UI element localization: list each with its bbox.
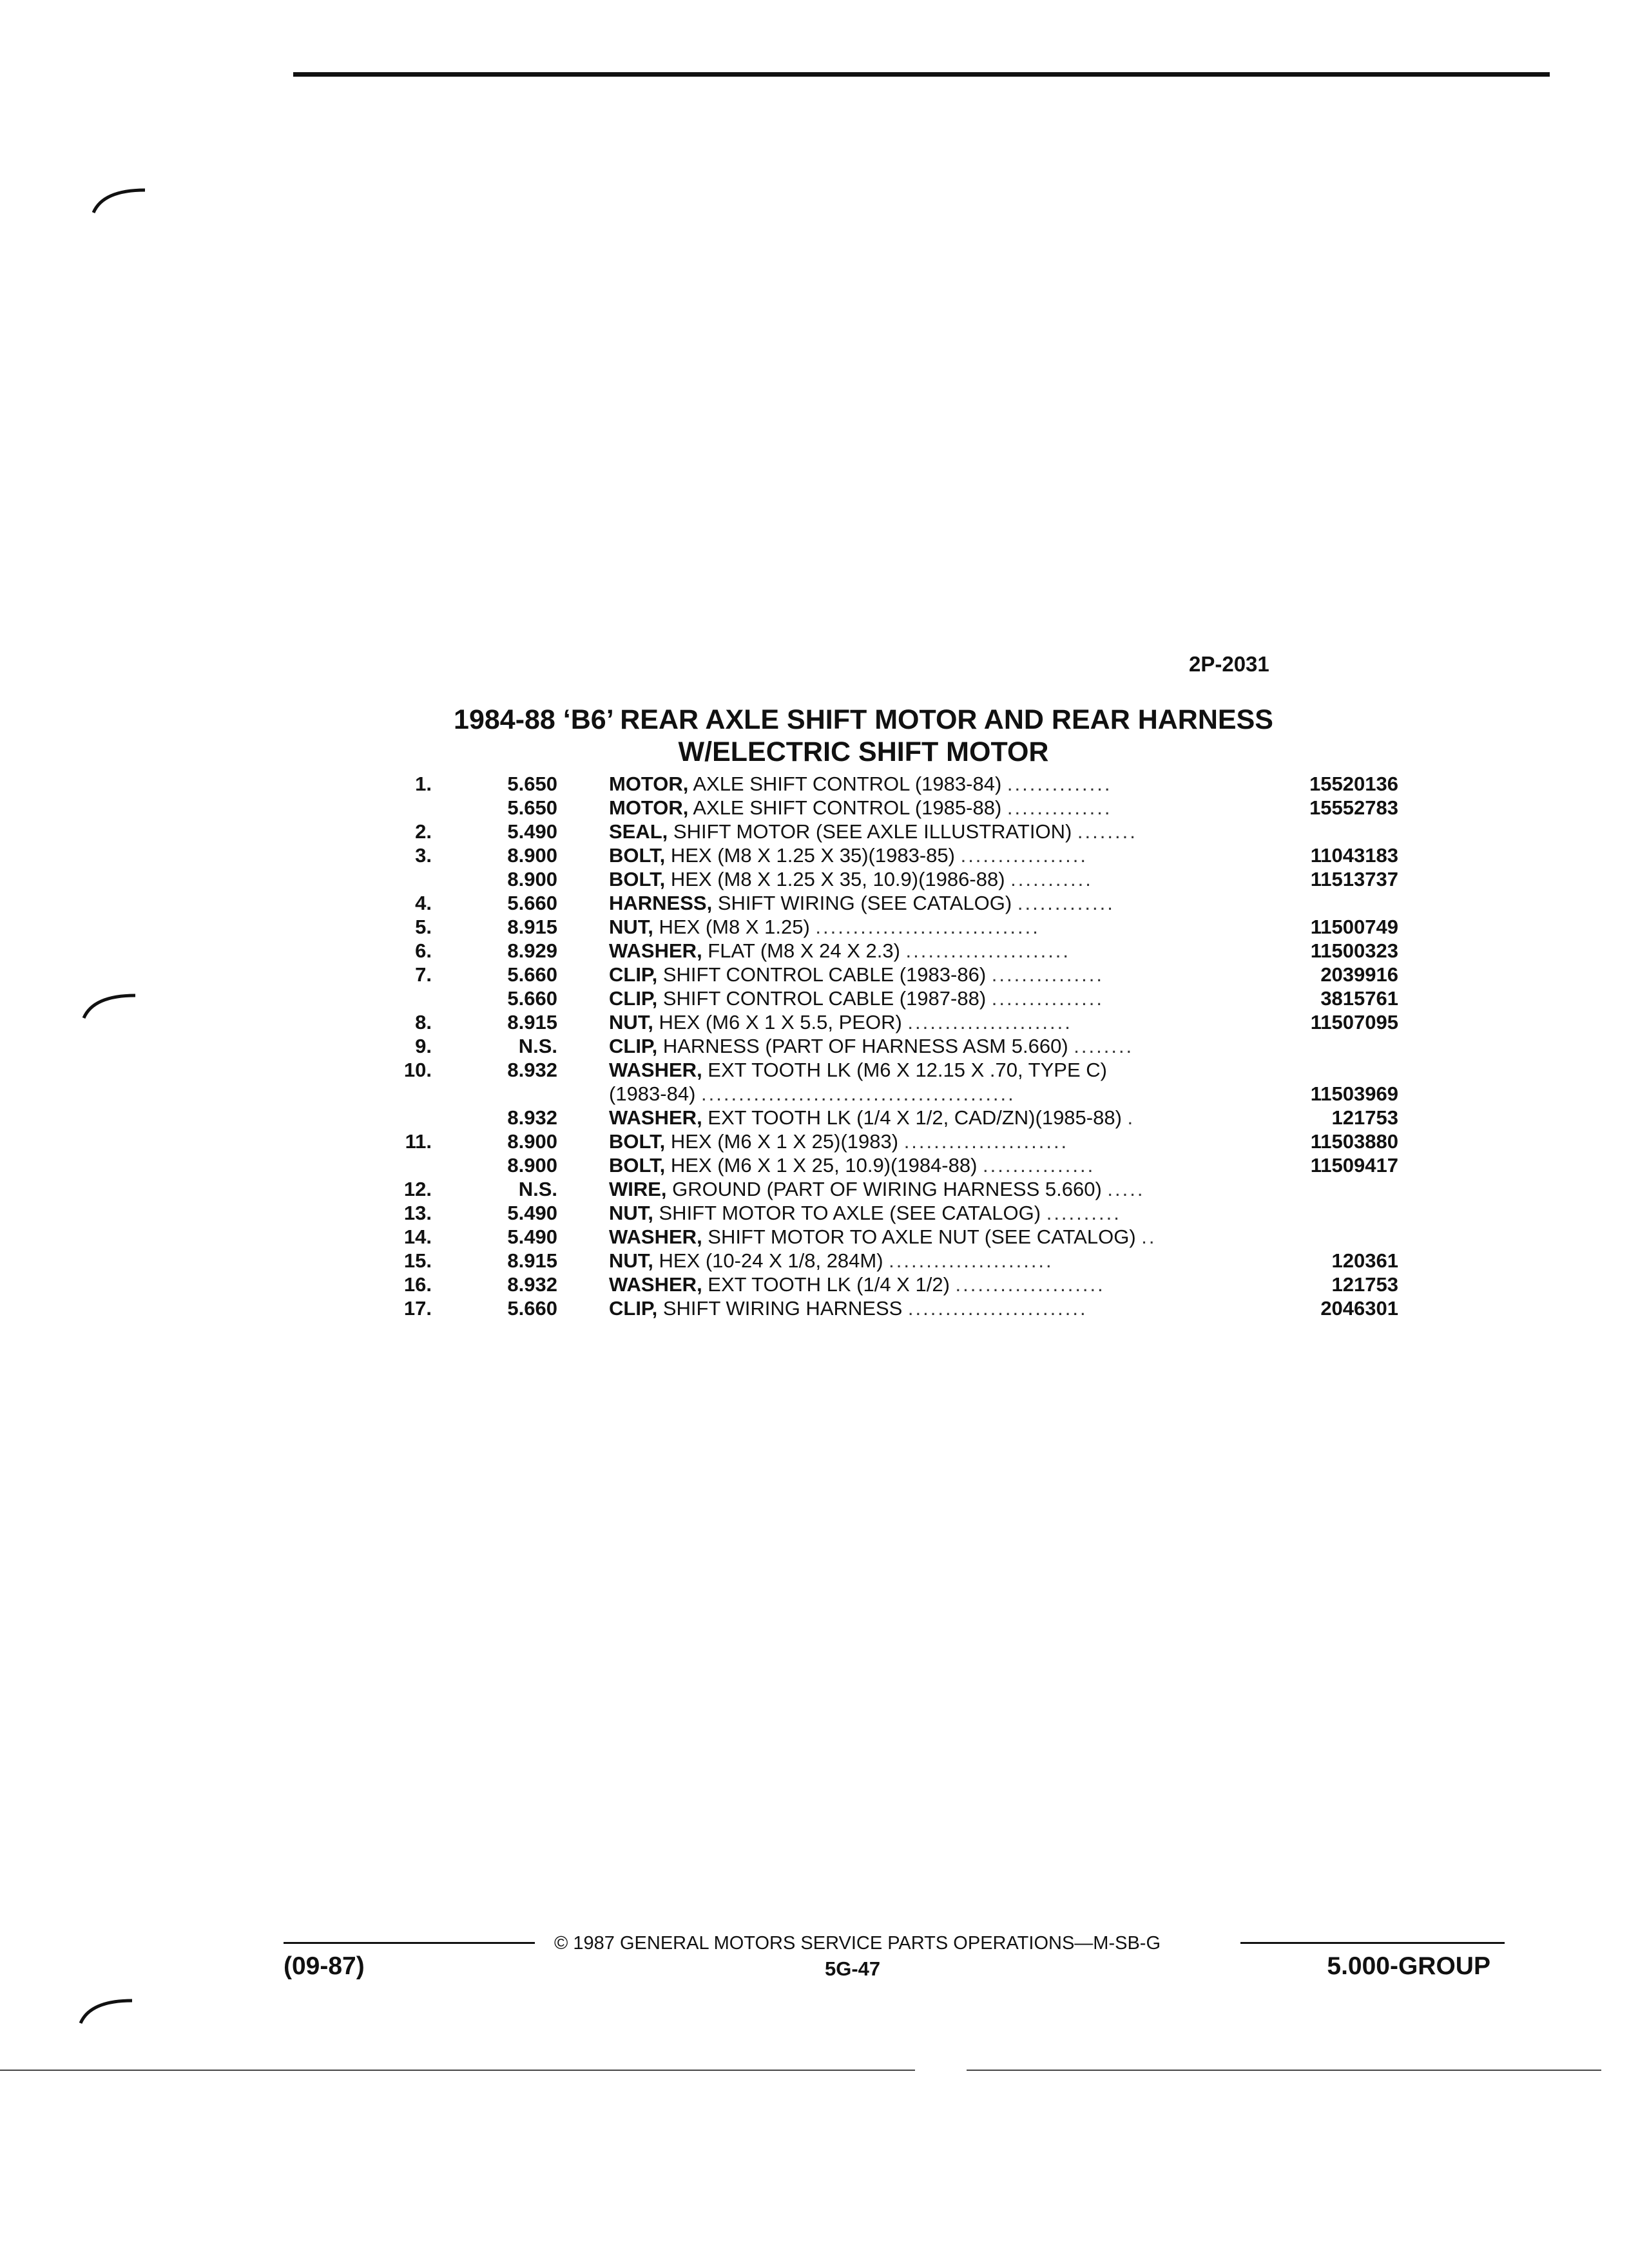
list-item bbox=[374, 843, 1398, 867]
part-detail: SHIFT CONTROL CABLE (1987-88) bbox=[657, 987, 992, 1010]
part-description bbox=[609, 939, 1292, 963]
part-number: 11509417 bbox=[1310, 1154, 1398, 1177]
part-detail: AXLE SHIFT CONTROL (1983-84) bbox=[688, 773, 1007, 795]
part-noun: MOTOR, bbox=[609, 773, 689, 795]
part-detail: SHIFT WIRING HARNESS bbox=[657, 1297, 908, 1320]
part-noun: BOLT, bbox=[609, 844, 666, 867]
binder-hole-mark bbox=[77, 1994, 135, 2026]
list-item bbox=[374, 1273, 1398, 1296]
item-number: 1. bbox=[415, 773, 432, 795]
list-item bbox=[374, 1201, 1398, 1225]
group-number: 8.900 bbox=[507, 844, 557, 867]
part-description bbox=[609, 1273, 1292, 1296]
group-number: 8.900 bbox=[507, 868, 557, 890]
part-detail: AXLE SHIFT CONTROL (1985-88) bbox=[688, 796, 1007, 819]
part-noun: BOLT, bbox=[609, 1154, 666, 1177]
part-noun: WASHER, bbox=[609, 1059, 702, 1081]
part-noun: WIRE, bbox=[609, 1178, 667, 1200]
part-number: 11503880 bbox=[1310, 1130, 1398, 1153]
bottom-rule-right bbox=[967, 2070, 1601, 2071]
part-noun: CLIP, bbox=[609, 963, 658, 986]
part-detail: HEX (M8 X 1.25 X 35, 10.9)(1986-88) bbox=[665, 868, 1011, 890]
footer-rule-left bbox=[284, 1942, 535, 1944]
part-noun: NUT, bbox=[609, 1011, 653, 1033]
group-number: 8.915 bbox=[507, 916, 557, 938]
list-item bbox=[374, 1153, 1398, 1177]
group-number: 8.932 bbox=[507, 1273, 557, 1296]
part-description bbox=[609, 1296, 1292, 1320]
item-number: 12. bbox=[403, 1178, 432, 1200]
copyright-notice: © 1987 GENERAL MOTORS SERVICE PARTS OPERATIONS—M-SB-G bbox=[554, 1933, 1161, 1954]
leader-dots: .. bbox=[1141, 1225, 1157, 1248]
part-number: 121753 bbox=[1331, 1106, 1398, 1129]
list-item bbox=[374, 1082, 1398, 1106]
group-number: N.S. bbox=[518, 1178, 557, 1200]
part-number: 11043183 bbox=[1310, 844, 1398, 867]
part-description bbox=[609, 1225, 1292, 1249]
part-description bbox=[609, 1010, 1292, 1034]
leader-dots: .......... bbox=[1046, 1202, 1121, 1224]
part-noun: WASHER, bbox=[609, 1106, 702, 1129]
leader-dots: .............. bbox=[1007, 773, 1112, 795]
group-number: 5.650 bbox=[507, 796, 557, 819]
list-item bbox=[374, 1106, 1398, 1129]
page-title bbox=[387, 704, 1340, 768]
item-number: 7. bbox=[415, 963, 432, 986]
leader-dots: ........ bbox=[1077, 820, 1137, 843]
part-number: 2039916 bbox=[1320, 963, 1398, 986]
part-number: 3815761 bbox=[1320, 987, 1398, 1010]
part-number: 11503969 bbox=[1310, 1082, 1398, 1105]
group-number: 8.900 bbox=[507, 1154, 557, 1177]
part-description bbox=[609, 796, 1292, 820]
part-detail: SHIFT WIRING (SEE CATALOG) bbox=[712, 892, 1017, 914]
list-item bbox=[374, 1249, 1398, 1273]
leader-dots: ..... bbox=[1107, 1178, 1145, 1200]
part-noun: CLIP, bbox=[609, 1035, 658, 1057]
part-detail: HEX (M6 X 1 X 25, 10.9)(1984-88) bbox=[665, 1154, 983, 1177]
part-number: 121753 bbox=[1331, 1273, 1398, 1296]
part-description bbox=[609, 772, 1292, 796]
group-number: 8.915 bbox=[507, 1249, 557, 1272]
list-item bbox=[374, 1034, 1398, 1058]
list-item bbox=[374, 1177, 1398, 1201]
item-number: 16. bbox=[403, 1273, 432, 1296]
part-noun: WASHER, bbox=[609, 939, 702, 962]
part-description bbox=[609, 867, 1292, 891]
group-number: 5.660 bbox=[507, 987, 557, 1010]
list-item bbox=[374, 796, 1398, 820]
reference-number: 2P-2031 bbox=[1189, 652, 1269, 676]
item-number: 5. bbox=[415, 916, 432, 938]
leader-dots: ...................... bbox=[889, 1249, 1054, 1272]
leader-dots: .................... bbox=[955, 1273, 1105, 1296]
top-rule bbox=[293, 72, 1550, 77]
item-number: 17. bbox=[403, 1297, 432, 1320]
part-detail: SHIFT CONTROL CABLE (1983-86) bbox=[657, 963, 992, 986]
part-detail: HEX (M8 X 1.25) bbox=[653, 916, 816, 938]
part-noun: BOLT, bbox=[609, 868, 666, 890]
leader-dots: ........................ bbox=[907, 1297, 1088, 1320]
list-item bbox=[374, 1129, 1398, 1153]
item-number: 2. bbox=[415, 820, 432, 843]
group-number: 5.490 bbox=[507, 1225, 557, 1248]
group-number: 5.490 bbox=[507, 820, 557, 843]
list-item bbox=[374, 891, 1398, 915]
leader-dots: ........ bbox=[1074, 1035, 1134, 1057]
part-number: 15520136 bbox=[1309, 773, 1398, 795]
part-detail: HEX (10-24 X 1/8, 284M) bbox=[653, 1249, 889, 1272]
leader-dots: ...................... bbox=[907, 1011, 1072, 1033]
item-number: 11. bbox=[405, 1130, 432, 1153]
part-description bbox=[609, 1082, 1292, 1106]
list-item bbox=[374, 1225, 1398, 1249]
part-noun: HARNESS, bbox=[609, 892, 713, 914]
list-item bbox=[374, 1058, 1398, 1082]
part-description bbox=[609, 820, 1292, 843]
part-noun: SEAL, bbox=[609, 820, 668, 843]
bottom-rule-left bbox=[0, 2070, 915, 2071]
part-detail: SHIFT MOTOR (SEE AXLE ILLUSTRATION) bbox=[668, 820, 1077, 843]
part-noun: CLIP, bbox=[609, 1297, 658, 1320]
part-noun: WASHER, bbox=[609, 1225, 702, 1248]
part-number: 120361 bbox=[1331, 1249, 1398, 1272]
revision-date: (09-87) bbox=[284, 1952, 365, 1980]
group-number: 8.900 bbox=[507, 1130, 557, 1153]
group-number: 5.660 bbox=[507, 1297, 557, 1320]
leader-dots: .............. bbox=[1007, 796, 1112, 819]
leader-dots: ............. bbox=[1017, 892, 1115, 914]
title-line-1: 1984-88 ‘B6’ REAR AXLE SHIFT MOTOR AND REAR HARNESS bbox=[454, 704, 1273, 735]
part-description bbox=[609, 915, 1292, 939]
leader-dots: ................. bbox=[960, 844, 1088, 867]
group-number: 5.660 bbox=[507, 892, 557, 914]
part-detail: GROUND (PART OF WIRING HARNESS 5.660) bbox=[666, 1178, 1108, 1200]
part-description bbox=[609, 1177, 1292, 1201]
group-number: 5.660 bbox=[507, 963, 557, 986]
part-noun: NUT, bbox=[609, 1202, 653, 1224]
item-number: 3. bbox=[415, 844, 432, 867]
list-item bbox=[374, 867, 1398, 891]
group-number: 5.650 bbox=[507, 773, 557, 795]
part-number: 15552783 bbox=[1309, 796, 1398, 819]
item-number: 14. bbox=[403, 1225, 432, 1248]
leader-dots: ........... bbox=[1010, 868, 1093, 890]
part-noun: NUT, bbox=[609, 916, 653, 938]
part-detail: EXT TOOTH LK (1/4 X 1/2, CAD/ZN)(1985-88) bbox=[702, 1106, 1128, 1129]
group-number: 8.932 bbox=[507, 1059, 557, 1081]
part-number: 11500749 bbox=[1310, 916, 1398, 938]
leader-dots: .......................................... bbox=[701, 1082, 1016, 1105]
footer-rule-right bbox=[1240, 1942, 1505, 1944]
part-description bbox=[609, 1034, 1292, 1058]
part-description bbox=[609, 986, 1292, 1010]
part-noun: NUT, bbox=[609, 1249, 653, 1272]
part-detail: EXT TOOTH LK (1/4 X 1/2) bbox=[702, 1273, 956, 1296]
part-description bbox=[609, 1106, 1292, 1129]
item-number: 13. bbox=[403, 1202, 432, 1224]
leader-dots: ............... bbox=[991, 987, 1104, 1010]
leader-dots: .............................. bbox=[815, 916, 1040, 938]
item-number: 15. bbox=[403, 1249, 432, 1272]
part-detail: SHIFT MOTOR TO AXLE NUT (SEE CATALOG) bbox=[702, 1225, 1142, 1248]
part-detail: HEX (M8 X 1.25 X 35)(1983-85) bbox=[665, 844, 961, 867]
part-description bbox=[609, 891, 1292, 915]
part-description bbox=[609, 1201, 1292, 1225]
part-description bbox=[609, 1153, 1292, 1177]
leader-dots: ...................... bbox=[903, 1130, 1069, 1153]
item-number: 8. bbox=[415, 1011, 432, 1033]
list-item bbox=[374, 1010, 1398, 1034]
list-item bbox=[374, 963, 1398, 986]
part-noun: MOTOR, bbox=[609, 796, 689, 819]
part-detail: SHIFT MOTOR TO AXLE (SEE CATALOG) bbox=[653, 1202, 1046, 1224]
part-noun: BOLT, bbox=[609, 1130, 666, 1153]
list-item bbox=[374, 772, 1398, 796]
leader-dots: . bbox=[1127, 1106, 1135, 1129]
part-number: 2046301 bbox=[1320, 1297, 1398, 1320]
part-detail: HEX (M6 X 1 X 25)(1983) bbox=[665, 1130, 904, 1153]
binder-hole-mark bbox=[81, 989, 139, 1021]
item-number: 6. bbox=[415, 939, 432, 962]
leader-dots: ...................... bbox=[905, 939, 1071, 962]
part-description bbox=[609, 1249, 1292, 1273]
leader-dots: ............... bbox=[983, 1154, 1095, 1177]
item-number: 10. bbox=[403, 1059, 432, 1081]
parts-list bbox=[374, 772, 1398, 1320]
part-detail: EXT TOOTH LK (M6 X 12.15 X .70, TYPE C) bbox=[702, 1059, 1107, 1081]
list-item bbox=[374, 939, 1398, 963]
part-number: 11513737 bbox=[1310, 868, 1398, 890]
leader-dots: ............... bbox=[991, 963, 1104, 986]
group-label: 5.000-GROUP bbox=[1327, 1952, 1490, 1980]
item-number: 9. bbox=[415, 1035, 432, 1057]
group-number: N.S. bbox=[518, 1035, 557, 1057]
part-number: 11500323 bbox=[1310, 939, 1398, 962]
part-noun: CLIP, bbox=[609, 987, 658, 1010]
group-number: 8.915 bbox=[507, 1011, 557, 1033]
list-item bbox=[374, 1296, 1398, 1320]
part-description bbox=[609, 963, 1292, 986]
part-detail: (1983-84) bbox=[609, 1082, 702, 1105]
part-description bbox=[609, 1058, 1292, 1082]
list-item bbox=[374, 915, 1398, 939]
group-number: 8.932 bbox=[507, 1106, 557, 1129]
part-detail: HARNESS (PART OF HARNESS ASM 5.660) bbox=[657, 1035, 1074, 1057]
part-noun: WASHER, bbox=[609, 1273, 702, 1296]
part-description bbox=[609, 1129, 1292, 1153]
page-number: 5G-47 bbox=[825, 1957, 881, 1980]
list-item bbox=[374, 820, 1398, 843]
title-line-2: W/ELECTRIC SHIFT MOTOR bbox=[678, 736, 1049, 767]
part-description bbox=[609, 843, 1292, 867]
binder-hole-mark bbox=[90, 184, 148, 216]
list-item bbox=[374, 986, 1398, 1010]
group-number: 5.490 bbox=[507, 1202, 557, 1224]
item-number: 4. bbox=[415, 892, 432, 914]
part-number: 11507095 bbox=[1310, 1011, 1398, 1033]
part-detail: HEX (M6 X 1 X 5.5, PEOR) bbox=[653, 1011, 908, 1033]
group-number: 8.929 bbox=[507, 939, 557, 962]
part-detail: FLAT (M8 X 24 X 2.3) bbox=[702, 939, 906, 962]
